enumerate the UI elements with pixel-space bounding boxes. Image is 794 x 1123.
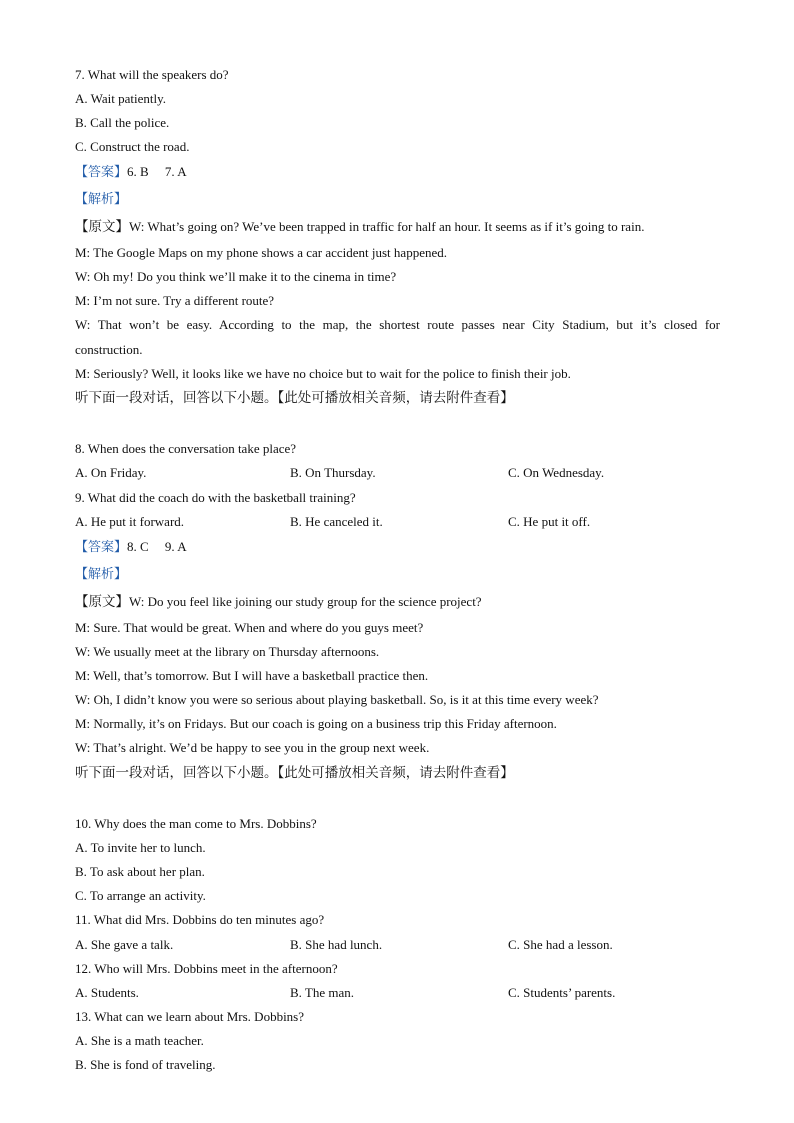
transcript-line-1 bbox=[75, 219, 720, 235]
q7-option-a: A. Wait patiently. bbox=[75, 91, 167, 106]
analysis-line-1 bbox=[75, 191, 720, 208]
transcript-line: M: I’m not sure. Try a different route? bbox=[75, 293, 275, 308]
analysis-tag: 【解析】 bbox=[75, 567, 128, 582]
q10-option-b: B. To ask about her plan. bbox=[75, 864, 205, 879]
transcript-line: M: Well, that’s tomorrow. But I will have a basketball practice then. bbox=[75, 668, 429, 683]
transcript-line: W: We usually meet at the library on Thursday afternoons. bbox=[75, 644, 380, 659]
answer-tag: 【答案】 bbox=[75, 540, 128, 555]
question-9: 9. What did the coach do with the basketball training? bbox=[75, 490, 356, 505]
transcript-text: W: What’s going on? We’ve been trapped in traffic for half an hour. It seems as if it’s going to rain. bbox=[129, 219, 645, 234]
transcript-text: W: Do you feel like joining our study group for the science project? bbox=[129, 594, 482, 609]
q9-option-a: A. He put it forward. bbox=[75, 514, 185, 529]
q13-option-b: B. She is fond of traveling. bbox=[75, 1057, 216, 1072]
analysis-line-2 bbox=[75, 566, 720, 583]
transcript-line: M: Seriously? Well, it looks like we have no choice but to wait for the police to finish their job. bbox=[75, 366, 571, 381]
q9-option-b: B. He canceled it. bbox=[290, 514, 383, 529]
q9-option-c: C. He put it off. bbox=[508, 514, 591, 529]
transcript-tag: 【原文】 bbox=[75, 219, 129, 235]
transcript-line: W: That won’t be easy. According to the map, the shortest route passes near City Stadium, but it’s closed for bbox=[75, 317, 720, 332]
q12-option-c: C. Students’ parents. bbox=[508, 985, 616, 1000]
listen-instruction: 听下面一段对话，回答以下小题。【此处可播放相关音频，请去附件查看】 bbox=[75, 765, 514, 781]
q8-option-b: B. On Thursday. bbox=[290, 465, 376, 480]
q10-option-a: A. To invite her to lunch. bbox=[75, 840, 206, 855]
transcript-line: M: Normally, it’s on Fridays. But our coach is going on a business trip this Friday afternoon. bbox=[75, 716, 557, 731]
analysis-tag: 【解析】 bbox=[75, 192, 128, 207]
q8-option-a: A. On Friday. bbox=[75, 465, 147, 480]
q12-option-b: B. The man. bbox=[290, 985, 355, 1000]
question-8: 8. When does the conversation take place? bbox=[75, 441, 297, 456]
q8-option-c: C. On Wednesday. bbox=[508, 465, 605, 480]
transcript-line: M: Sure. That would be great. When and where do you guys meet? bbox=[75, 620, 424, 635]
transcript-line: W: That’s alright. We’d be happy to see you in the group next week. bbox=[75, 740, 430, 755]
q11-option-b: B. She had lunch. bbox=[290, 937, 383, 952]
transcript-line-2 bbox=[75, 594, 720, 610]
q12-option-a: A. Students. bbox=[75, 985, 139, 1000]
q7-option-c: C. Construct the road. bbox=[75, 139, 190, 154]
question-13: 13. What can we learn about Mrs. Dobbins? bbox=[75, 1009, 305, 1024]
answer-text: 8. C 9. A bbox=[127, 539, 187, 554]
question-12: 12. Who will Mrs. Dobbins meet in the afternoon? bbox=[75, 961, 338, 976]
answer-tag: 【答案】 bbox=[75, 165, 128, 180]
q11-option-c: C. She had a lesson. bbox=[508, 937, 613, 952]
q13-option-a: A. She is a math teacher. bbox=[75, 1033, 204, 1048]
transcript-tag: 【原文】 bbox=[75, 594, 129, 610]
listen-instruction: 听下面一段对话，回答以下小题。【此处可播放相关音频，请去附件查看】 bbox=[75, 390, 514, 406]
q7-option-b: B. Call the police. bbox=[75, 115, 170, 130]
transcript-line: construction. bbox=[75, 342, 143, 357]
answer-line-2 bbox=[75, 539, 720, 556]
transcript-line: W: Oh, I didn’t know you were so serious about playing basketball. So, is it at this time every week? bbox=[75, 692, 599, 707]
transcript-line: M: The Google Maps on my phone shows a car accident just happened. bbox=[75, 245, 447, 260]
transcript-line: W: Oh my! Do you think we’ll make it to the cinema in time? bbox=[75, 269, 397, 284]
q11-option-a: A. She gave a talk. bbox=[75, 937, 174, 952]
answer-text: 6. B 7. A bbox=[127, 164, 187, 179]
question-10: 10. Why does the man come to Mrs. Dobbins? bbox=[75, 816, 317, 831]
answer-line-1 bbox=[75, 164, 720, 181]
q10-option-c: C. To arrange an activity. bbox=[75, 888, 206, 903]
question-7: 7. What will the speakers do? bbox=[75, 67, 229, 82]
question-11: 11. What did Mrs. Dobbins do ten minutes ago? bbox=[75, 912, 325, 927]
